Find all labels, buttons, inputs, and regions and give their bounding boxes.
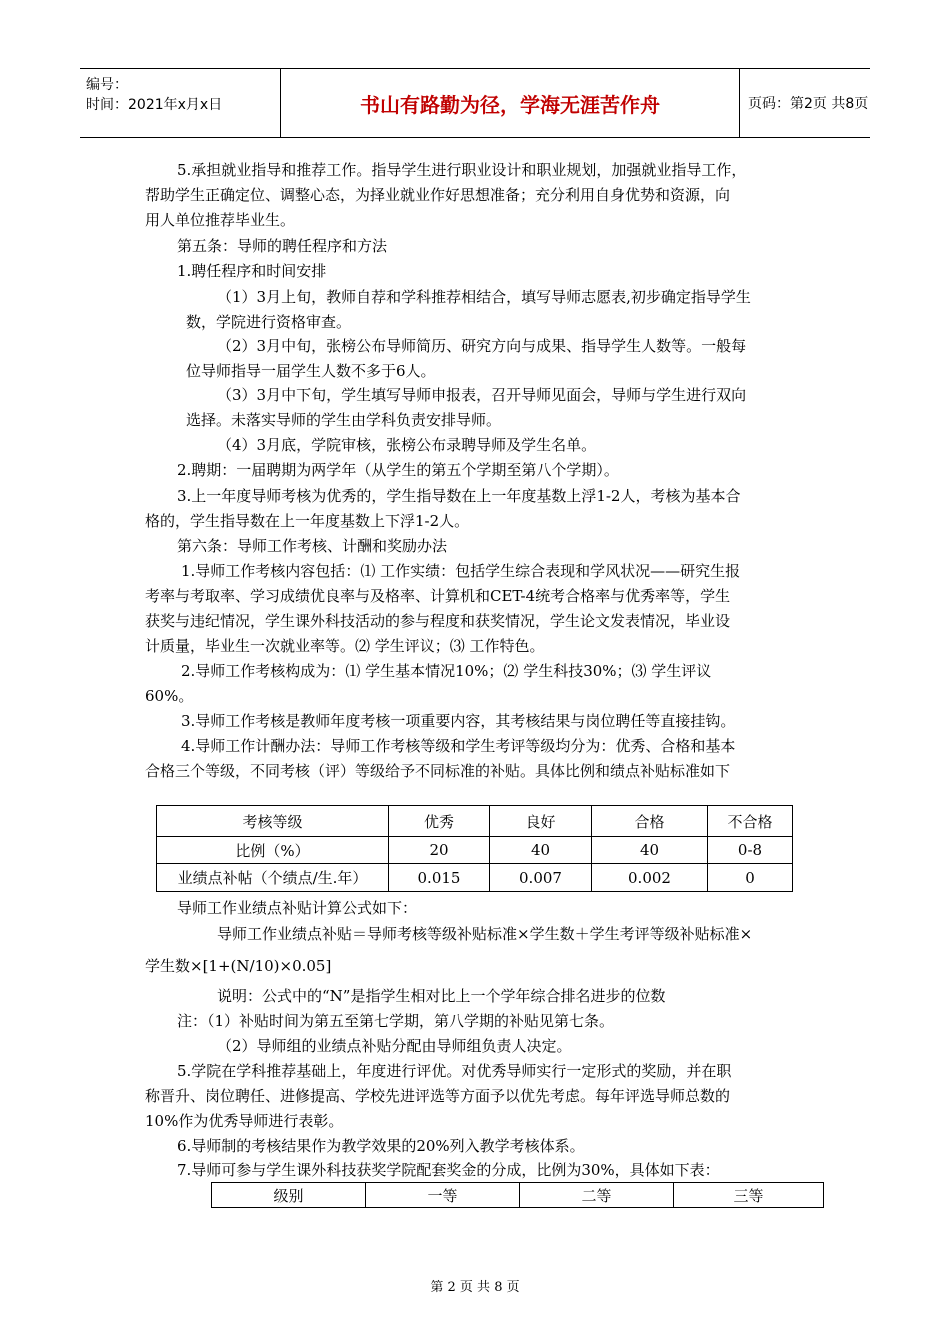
- table-cell: 0-8: [708, 837, 793, 864]
- table-row: [157, 837, 793, 864]
- text-line: 帮助学生正确定位、调整心态，为择业就业作好思想准备；充分利用自身优势和资源，向: [145, 186, 731, 204]
- section-heading: 第五条：导师的聘任程序和方法: [177, 237, 388, 255]
- header-page-label: 页码：第2页 共8页: [748, 96, 869, 112]
- table-header-cell: 不合格: [708, 806, 793, 837]
- formula-line: 导师工作业绩点补贴＝导师考核等级补贴标准×学生数＋学生考评等级补贴标准×: [217, 925, 753, 943]
- text-line: 5.学院在学科推荐基础上，年度进行评优。对优秀导师实行一定形式的奖励，并在职: [177, 1062, 732, 1080]
- text-line: 5.承担就业指导和推荐工作。指导学生进行职业设计和职业规划，加强就业指导工作，: [177, 161, 747, 179]
- table-header-cell: 考核等级: [157, 806, 389, 837]
- text-line: 称晋升、岗位聘任、进修提高、学校先进评选等方面予以优先考虑。每年评选导师总数的: [145, 1087, 731, 1105]
- table-header-cell: 二等: [520, 1183, 674, 1208]
- table-header-cell: 优秀: [389, 806, 490, 837]
- note-line: （2）导师组的业绩点补贴分配由导师组负责人决定。: [217, 1037, 572, 1055]
- text-line: 10%作为优秀导师进行表彰。: [145, 1112, 344, 1130]
- text-line: 合格三个等级，不同考核（评）等级给予不同标准的补贴。具体比例和绩点补贴标准如下: [145, 762, 731, 780]
- text-line: （2）3月中旬，张榜公布导师简历、研究方向与成果、指导学生人数等。一般每: [217, 337, 747, 355]
- note-line: 注：（1）补贴时间为第五至第七学期，第八学期的补贴见第七条。: [177, 1012, 615, 1030]
- header-left: [80, 69, 280, 137]
- text-line: 计质量，毕业生一次就业率等。⑵ 学生评议；⑶ 工作特色。: [145, 637, 545, 655]
- table-cell: 0: [708, 864, 793, 892]
- text-line: 4.导师工作计酬办法：导师工作考核等级和学生考评等级均分为：优秀、合格和基本: [181, 737, 736, 755]
- award-table: [211, 1182, 824, 1208]
- page-footer: 第 2 页 共 8 页: [430, 1280, 520, 1295]
- table-cell: 0.015: [389, 864, 490, 892]
- text-line: 考率与考取率、学习成绩优良率与及格率、计算机和CET-4统考合格率与优秀率等，学生: [145, 587, 731, 605]
- text-line: 2.聘期：一届聘期为两学年（从学生的第五个学期至第八个学期）。: [177, 461, 619, 479]
- section-heading: 第六条：导师工作考核、计酬和奖励办法: [177, 537, 448, 555]
- text-line: 用人单位推荐毕业生。: [145, 211, 296, 229]
- text-line: 3.导师工作考核是教师年度考核一项重要内容，其考核结果与岗位聘任等直接挂钩。: [181, 712, 736, 730]
- text-line: 位导师指导一届学生人数不多于6人。: [186, 362, 436, 380]
- formula-line: 学生数×[1+(N/10)×0.05]: [145, 957, 332, 975]
- text-line: 1.导师工作考核内容包括：⑴ 工作实绩：包括学生综合表现和学风状况——研究生报: [181, 562, 741, 580]
- text-line: 选择。未落实导师的学生由学科负责安排导师。: [186, 411, 502, 429]
- text-line: （4）3月底，学院审核，张榜公布录聘导师及学生名单。: [217, 436, 597, 454]
- text-line: 2.导师工作考核构成为：⑴ 学生基本情况10%；⑵ 学生科技30%；⑶ 学生评议: [181, 662, 712, 680]
- date-label: 时间：2021年x月x日: [86, 97, 223, 113]
- table-header-row: [157, 806, 793, 837]
- text-line: 获奖与违纪情况，学生课外科技活动的参与程度和获奖情况，学生论文发表情况，毕业设: [145, 612, 731, 630]
- text-line: 60%。: [145, 687, 194, 705]
- table-cell: 20: [389, 837, 490, 864]
- table-header-cell: 级别: [212, 1183, 366, 1208]
- code-label: 编号：: [86, 77, 128, 93]
- table-cell: 40: [592, 837, 708, 864]
- table-header-cell: 三等: [674, 1183, 824, 1208]
- text-line: 数，学院进行资格审查。: [186, 313, 352, 331]
- text-line: 6.导师制的考核结果作为教学效果的20%列入教学考核体系。: [177, 1137, 585, 1155]
- text-line: 格的，学生指导数在上一年度基数上下浮1-2人。: [145, 512, 470, 530]
- header-motto: 书山有路勤为径，学海无涯苦作舟: [280, 69, 740, 137]
- text-line: 3.上一年度导师考核为优秀的，学生指导数在上一年度基数上浮1-2人，考核为基本合: [177, 487, 741, 505]
- table-header-row: [212, 1183, 824, 1208]
- text-line: 导师工作业绩点补贴计算公式如下：: [177, 899, 418, 917]
- text-line: 说明：公式中的“N”是指学生相对比上一个学年综合排名进步的位数: [217, 987, 666, 1005]
- table-header-cell: 合格: [592, 806, 708, 837]
- page-header: [80, 68, 870, 138]
- table-cell: 业绩点补帖（个绩点/生.年）: [157, 864, 389, 892]
- table-row: [157, 864, 793, 892]
- table-header-cell: 良好: [490, 806, 592, 837]
- text-line: 1.聘任程序和时间安排: [177, 262, 327, 280]
- table-cell: 40: [490, 837, 592, 864]
- table-cell: 0.002: [592, 864, 708, 892]
- table-cell: 0.007: [490, 864, 592, 892]
- text-line: 7.导师可参与学生课外科技获奖学院配套奖金的分成，比例为30%，具体如下表：: [177, 1161, 720, 1179]
- table-cell: 比例（%）: [157, 837, 389, 864]
- text-line: （3）3月中下旬，学生填写导师申报表，召开导师见面会，导师与学生进行双向: [217, 386, 747, 404]
- text-line: （1）3月上旬，教师自荐和学科推荐相结合，填写导师志愿表,初步确定指导学生: [217, 288, 751, 306]
- table-header-cell: 一等: [366, 1183, 520, 1208]
- subsidy-table: [156, 805, 793, 892]
